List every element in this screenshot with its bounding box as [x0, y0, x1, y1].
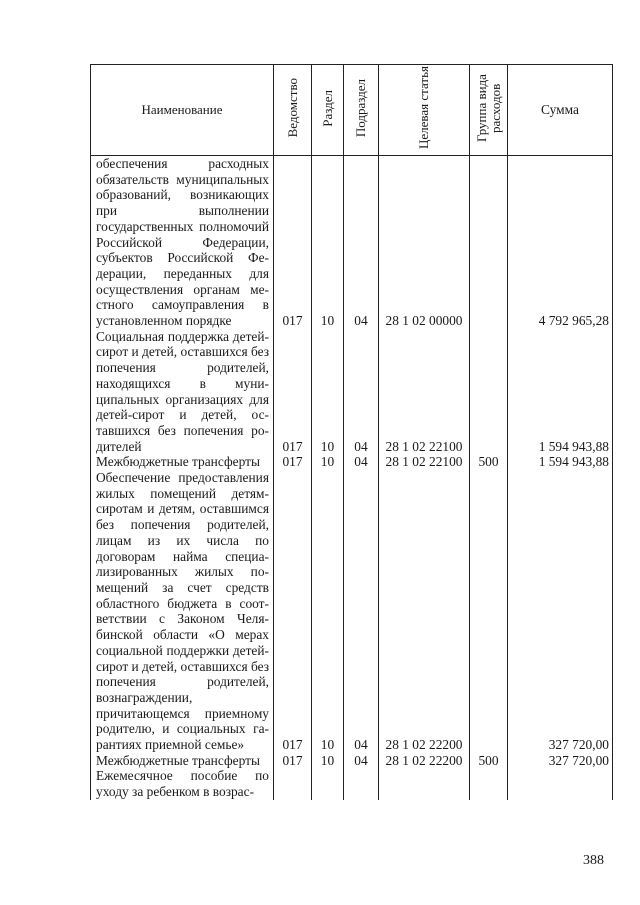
row-section: 10 — [312, 329, 344, 455]
row-name: Межбюджетные трансферты — [91, 454, 274, 470]
row-section — [312, 768, 344, 799]
row-department: 017 — [274, 156, 312, 329]
row-expense-group — [470, 156, 508, 329]
row-subsection — [344, 768, 379, 799]
row-expense-group — [470, 768, 508, 799]
row-name: Социальная поддержка детей-сирот и детей, оставшихся без попечения родителей, находящихся в муниципальных организациях для детей-сирот и детей, оставшихся без попечения родителей — [91, 329, 274, 455]
row-amount: 1 594 943,88 — [508, 454, 613, 470]
row-department: 017 — [274, 454, 312, 470]
row-expense-group — [470, 329, 508, 455]
row-expense-group: 500 — [470, 454, 508, 470]
row-department — [274, 768, 312, 799]
row-subsection: 04 — [344, 470, 379, 753]
table-header-row — [91, 65, 613, 156]
header-name: Наименование — [91, 65, 274, 156]
row-expense-group: 500 — [470, 753, 508, 769]
table-row — [91, 768, 613, 799]
row-amount — [508, 768, 613, 799]
row-amount: 327 720,00 — [508, 470, 613, 753]
header-amount: Сумма — [508, 65, 613, 156]
row-target — [379, 768, 470, 799]
table-row — [91, 753, 613, 769]
row-subsection: 04 — [344, 753, 379, 769]
row-amount: 4 792 965,28 — [508, 156, 613, 329]
row-target: 28 1 02 22100 — [379, 454, 470, 470]
row-department: 017 — [274, 753, 312, 769]
table-row — [91, 156, 613, 329]
row-amount: 327 720,00 — [508, 753, 613, 769]
row-subsection: 04 — [344, 329, 379, 455]
header-target: Целевая статья — [379, 65, 470, 156]
budget-table — [90, 64, 613, 800]
row-target: 28 1 02 22100 — [379, 329, 470, 455]
row-section: 10 — [312, 156, 344, 329]
row-name: Межбюджетные трансферты — [91, 753, 274, 769]
row-section: 10 — [312, 753, 344, 769]
row-department: 017 — [274, 329, 312, 455]
table-row — [91, 470, 613, 753]
row-section: 10 — [312, 454, 344, 470]
row-expense-group — [470, 470, 508, 753]
row-target: 28 1 02 00000 — [379, 156, 470, 329]
row-name: Ежемесячное пособие по уходу за ребенком в возрас- — [91, 768, 274, 799]
header-subsection: Подраздел — [344, 65, 379, 156]
row-name: обеспечения расходных обязательств муниципальных образований, возникающих при выполнении государственных полномочий Российской Федерации, субъектов Российской Федерации, переданных для осуществления органам местного самоуправления в установленном порядке — [91, 156, 274, 329]
header-expense-group: Группа вида расходов — [470, 65, 508, 156]
row-amount: 1 594 943,88 — [508, 329, 613, 455]
row-section: 10 — [312, 470, 344, 753]
row-subsection: 04 — [344, 454, 379, 470]
header-section: Раздел — [312, 65, 344, 156]
page-number: 388 — [583, 853, 604, 868]
row-target: 28 1 02 22200 — [379, 470, 470, 753]
row-department: 017 — [274, 470, 312, 753]
header-department: Ведомство — [274, 65, 312, 156]
table-row — [91, 329, 613, 455]
row-target: 28 1 02 22200 — [379, 753, 470, 769]
row-name: Обеспечение предоставления жилых помещений детям-сиротам и детям, оставшимся без попечения родителей, лицам из их числа по договорам найма специализированных жилых помещений за счет средств областного бюджета в соответствии с Законом Челябинской области «О мерах социальной поддержки детей-сирот и детей, оставшихся без попечения родителей, вознаграждении, причитающемся приемному родителю, и социальных гарантиях приемной семье» — [91, 470, 274, 753]
row-subsection: 04 — [344, 156, 379, 329]
table-row — [91, 454, 613, 470]
